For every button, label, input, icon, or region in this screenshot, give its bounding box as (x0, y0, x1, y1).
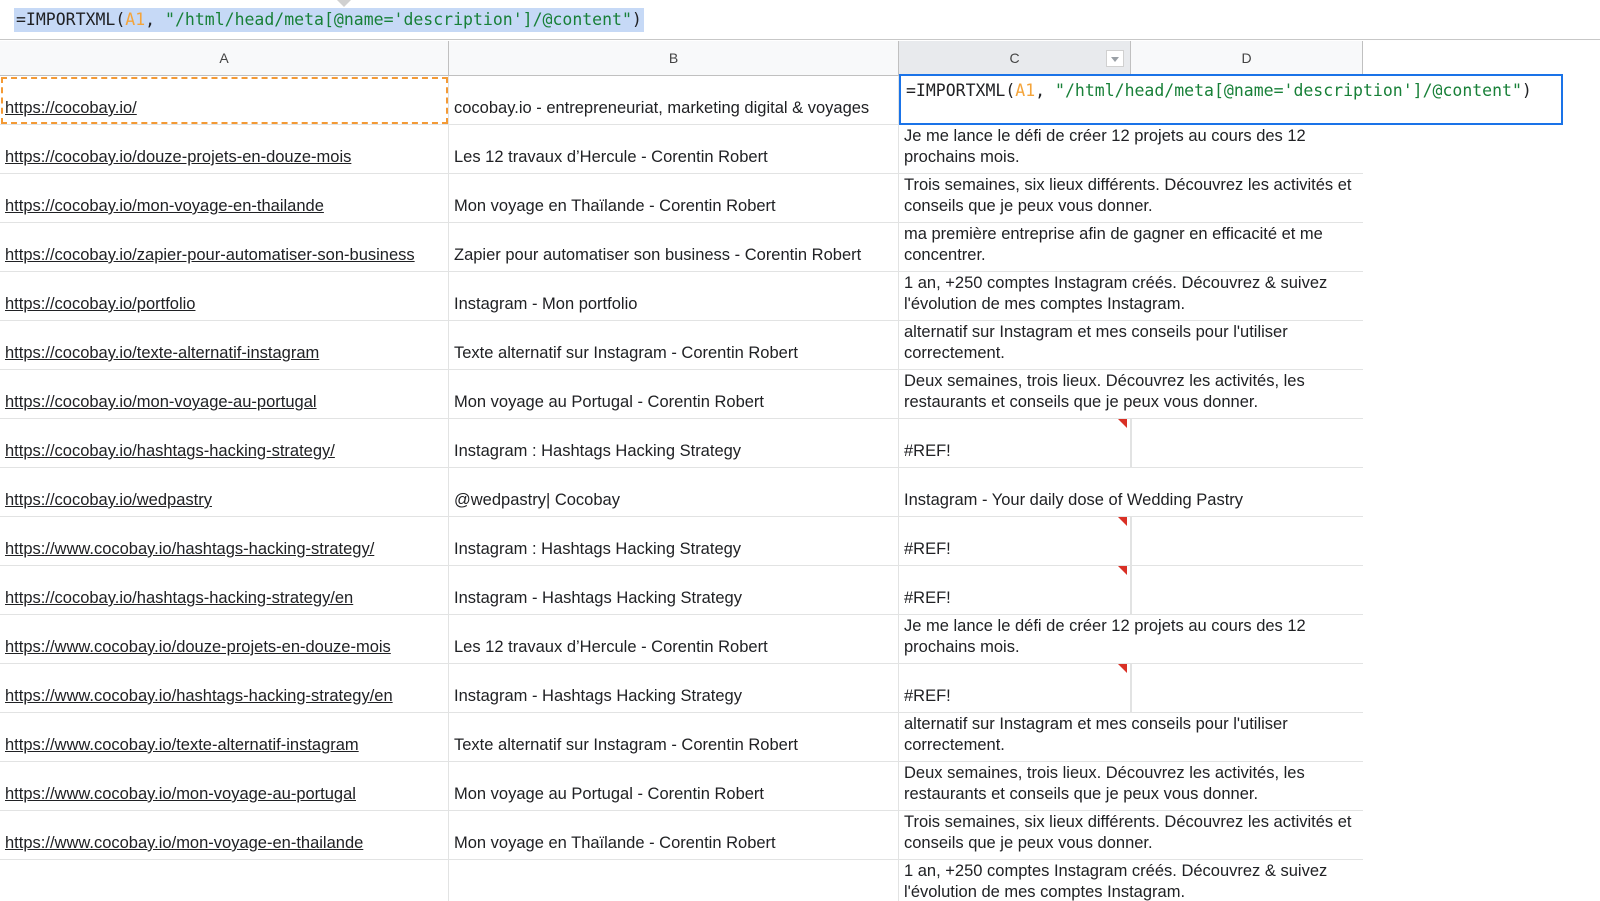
url-link[interactable]: https://cocobay.io/zapier-pour-automatiser-son-business (5, 246, 415, 264)
title-text: Instagram - Hashtags Hacking Strategy (454, 589, 742, 607)
editor-function: =IMPORTXML( (906, 81, 1016, 100)
cell-url[interactable] (0, 566, 449, 614)
url-link[interactable]: https://cocobay.io/texte-alternatif-instagram (5, 344, 320, 362)
title-text: Texte alternatif sur Instagram - Corentin Robert (454, 344, 798, 362)
error-marker-icon[interactable] (1118, 419, 1127, 428)
url-link[interactable]: https://www.cocobay.io/mon-voyage-au-portugal (5, 785, 356, 803)
formula-input[interactable] (14, 8, 644, 32)
table-row (0, 713, 1363, 762)
formula-separator: , (145, 10, 166, 29)
description-text: Je me lance le défi de créer 12 projets au cours des 12 prochains mois. (904, 127, 1306, 166)
cell-url[interactable] (0, 370, 449, 418)
table-row (0, 223, 1363, 272)
error-marker-icon[interactable] (1118, 517, 1127, 526)
title-text: Les 12 travaux d’Hercule - Corentin Robert (454, 148, 768, 166)
table-row (0, 615, 1363, 664)
description-text: alternatif sur Instagram et mes conseils pour l'utiliser correctement. (904, 715, 1288, 754)
table-row (0, 125, 1363, 174)
cell-url[interactable] (0, 860, 449, 901)
description-text: #REF! (904, 540, 951, 558)
url-link[interactable]: https://cocobay.io/wedpastry (5, 491, 212, 509)
table-row (0, 419, 1363, 468)
url-link[interactable]: https://cocobay.io/mon-voyage-au-portugal (5, 393, 317, 411)
cell-title[interactable] (449, 713, 899, 761)
title-text: Mon voyage en Thaïlande - Corentin Robert (454, 197, 776, 215)
cell-url[interactable] (0, 713, 449, 761)
description-text: Instagram - Your daily dose of Wedding Pastry (904, 491, 1244, 509)
blank-area (1363, 76, 1600, 901)
cell-description-error[interactable] (899, 419, 1131, 467)
column-header-label: B (668, 50, 679, 66)
column-header-b[interactable] (449, 41, 899, 76)
cell-description[interactable] (899, 321, 1363, 369)
title-text: Instagram : Hashtags Hacking Strategy (454, 442, 742, 460)
cell-url[interactable] (0, 811, 449, 859)
table-row (0, 321, 1363, 370)
title-text: Instagram : Hashtags Hacking Strategy (454, 540, 742, 558)
filter-dropdown-icon[interactable] (1106, 50, 1124, 67)
formula-close-paren: ) (631, 10, 642, 29)
table-row (0, 762, 1363, 811)
title-text: Mon voyage au Portugal - Corentin Robert (454, 393, 765, 411)
formula-xpath-string: "/html/head/meta[@name='description']/@content" (165, 10, 632, 29)
cell-d-empty[interactable] (1131, 664, 1363, 712)
description-text: Je me lance le défi de créer 12 projets au cours des 12 prochains mois. (904, 617, 1306, 656)
table-row (0, 517, 1363, 566)
cell-editor-c1[interactable] (899, 74, 1563, 125)
spreadsheet-grid (0, 76, 1363, 901)
cell-d-empty[interactable] (1131, 517, 1363, 565)
url-link[interactable]: https://www.cocobay.io/mon-voyage-en-thailande (5, 834, 364, 852)
cell-url[interactable] (0, 223, 449, 271)
cell-description-error[interactable] (899, 517, 1131, 565)
cell-description[interactable] (899, 811, 1363, 859)
cell-url[interactable] (0, 419, 449, 467)
error-marker-icon[interactable] (1118, 664, 1127, 673)
column-header-label: C (1009, 50, 1020, 66)
cell-description[interactable] (899, 713, 1363, 761)
cell-title[interactable] (449, 76, 899, 124)
table-row (0, 174, 1363, 223)
cell-url[interactable] (0, 615, 449, 663)
cell-description[interactable] (899, 468, 1363, 516)
description-text: 1 an, +250 comptes Instagram créés. Découvrez & suivez l'évolution de mes comptes Instagram. (904, 862, 1328, 901)
cell-title[interactable] (449, 419, 899, 467)
column-header-a[interactable] (0, 41, 449, 76)
cell-title[interactable] (449, 223, 899, 271)
cell-d-empty[interactable] (1131, 419, 1363, 467)
url-link[interactable]: https://cocobay.io/hashtags-hacking-strategy/en (5, 589, 354, 607)
cell-title[interactable] (449, 566, 899, 614)
cell-title[interactable] (449, 174, 899, 222)
description-text: #REF! (904, 442, 951, 460)
column-header-label: A (219, 50, 229, 66)
title-text: Zapier pour automatiser son business - Corentin Robert (454, 246, 862, 264)
cell-url[interactable] (0, 174, 449, 222)
url-link[interactable]: https://cocobay.io/mon-voyage-en-thailande (5, 197, 324, 215)
url-link[interactable]: https://www.cocobay.io/hashtags-hacking-strategy/ (5, 540, 375, 558)
title-text: Instagram - Hashtags Hacking Strategy (454, 687, 742, 705)
cell-title[interactable] (449, 811, 899, 859)
cell-url[interactable] (0, 468, 449, 516)
url-link[interactable]: https://cocobay.io/portfolio (5, 295, 196, 313)
cell-title[interactable] (449, 468, 899, 516)
description-text: Deux semaines, trois lieux. Découvrez les activités, les restaurants et conseils que je peux vous donner. (904, 764, 1305, 803)
cell-description[interactable] (899, 223, 1363, 271)
cell-title[interactable] (449, 664, 899, 712)
title-text: Texte alternatif sur Instagram - Corentin Robert (454, 736, 798, 754)
cell-url[interactable] (0, 76, 449, 124)
cell-title[interactable] (449, 272, 899, 320)
editor-close-paren: ) (1521, 81, 1532, 100)
title-text: cocobay.io - entrepreneuriat, marketing digital & voyages (454, 99, 870, 117)
cell-title[interactable] (449, 860, 899, 901)
description-text: Trois semaines, six lieux différents. Découvrez les activités et conseils que je peux vous donner. (904, 176, 1352, 215)
cell-title[interactable] (449, 125, 899, 173)
column-header-label: D (1241, 50, 1252, 66)
editor-separator: , (1035, 81, 1056, 100)
cell-url[interactable] (0, 125, 449, 173)
column-header-d[interactable] (1131, 41, 1363, 76)
cell-title[interactable] (449, 762, 899, 810)
description-text: alternatif sur Instagram et mes conseils pour l'utiliser correctement. (904, 323, 1288, 362)
url-link[interactable]: https://cocobay.io/ (5, 99, 137, 117)
title-text: Les 12 travaux d’Hercule - Corentin Robert (454, 638, 768, 656)
formula-cell-reference: A1 (125, 10, 146, 29)
cell-description-error[interactable] (899, 664, 1131, 712)
caret-marker-icon (337, 0, 351, 7)
description-text: #REF! (904, 687, 951, 705)
cell-description[interactable] (899, 174, 1363, 222)
cell-description[interactable] (899, 272, 1363, 320)
table-row (0, 566, 1363, 615)
description-text: Trois semaines, six lieux différents. Découvrez les activités et conseils que je peux vous donner. (904, 813, 1352, 852)
cell-title[interactable] (449, 370, 899, 418)
table-row (0, 860, 1363, 901)
cell-url[interactable] (0, 517, 449, 565)
title-text: Mon voyage au Portugal - Corentin Robert (454, 785, 765, 803)
cell-description[interactable] (899, 125, 1363, 173)
table-row (0, 370, 1363, 419)
formula-function: =IMPORTXML( (16, 10, 126, 29)
cell-url[interactable] (0, 664, 449, 712)
url-link[interactable]: https://www.cocobay.io/texte-alternatif-instagram (5, 736, 359, 754)
cell-title[interactable] (449, 321, 899, 369)
table-row (0, 811, 1363, 860)
description-text: #REF! (904, 589, 951, 607)
formula-bar[interactable] (0, 0, 1600, 40)
title-text: @wedpastry| Cocobay (454, 491, 620, 509)
cell-url[interactable] (0, 762, 449, 810)
url-link[interactable]: https://cocobay.io/hashtags-hacking-strategy/ (5, 442, 335, 460)
table-row (0, 272, 1363, 321)
description-text: ma première entreprise afin de gagner en efficacité et me concentrer. (904, 225, 1323, 264)
url-link[interactable]: https://www.cocobay.io/hashtags-hacking-strategy/en (5, 687, 393, 705)
cell-d-empty[interactable] (1131, 566, 1363, 614)
cell-description[interactable] (899, 615, 1363, 663)
url-link[interactable]: https://www.cocobay.io/douze-projets-en-douze-mois (5, 638, 391, 656)
cell-description[interactable] (899, 370, 1363, 418)
table-row (0, 468, 1363, 517)
cell-title[interactable] (449, 517, 899, 565)
cell-url[interactable] (0, 321, 449, 369)
cell-description[interactable] (899, 762, 1363, 810)
cell-title[interactable] (449, 615, 899, 663)
url-link[interactable]: https://cocobay.io/douze-projets-en-douze-mois (5, 148, 352, 166)
title-text: Instagram - Mon portfolio (454, 295, 638, 313)
column-header-c[interactable] (899, 41, 1131, 76)
editor-xpath-string: "/html/head/meta[@name='description']/@content" (1055, 81, 1522, 100)
title-text: Mon voyage en Thaïlande - Corentin Robert (454, 834, 776, 852)
description-text: 1 an, +250 comptes Instagram créés. Découvrez & suivez l'évolution de mes comptes Instagram. (904, 274, 1328, 313)
error-marker-icon[interactable] (1118, 566, 1127, 575)
cell-description-error[interactable] (899, 566, 1131, 614)
description-text: Deux semaines, trois lieux. Découvrez les activités, les restaurants et conseils que je peux vous donner. (904, 372, 1305, 411)
cell-description[interactable] (899, 860, 1363, 901)
table-row (0, 664, 1363, 713)
editor-cell-reference: A1 (1015, 81, 1036, 100)
cell-url[interactable] (0, 272, 449, 320)
